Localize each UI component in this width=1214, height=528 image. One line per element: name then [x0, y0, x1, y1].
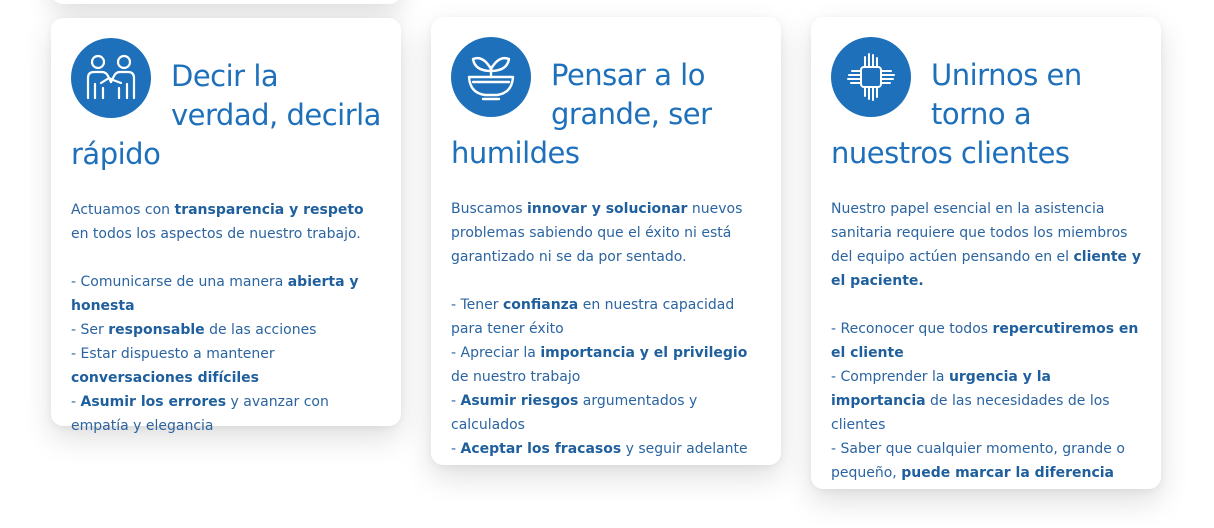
- joined-hands-icon: [831, 37, 911, 117]
- handshake-people-icon: [71, 38, 151, 118]
- value-card-customers: [811, 17, 1161, 489]
- emphasis-text: cliente y el paciente.: [831, 249, 1142, 289]
- card-title: Decir la verdad, decirla rápido: [71, 59, 381, 171]
- card-title: Unirnos en torno a nuestros clientes: [831, 58, 1082, 170]
- body-text: - Ser: [71, 322, 109, 338]
- emphasis-text: abierta y honesta: [71, 274, 359, 314]
- body-text: argumentados y calculados: [451, 393, 698, 433]
- paragraph-gap: [451, 269, 762, 293]
- body-text: - Comunicarse de una manera: [71, 274, 288, 290]
- emphasis-text: innovar y solucionar: [527, 201, 688, 217]
- body-text: y seguir adelante: [621, 441, 748, 457]
- value-card-think-big: [431, 17, 781, 465]
- value-point: [71, 342, 382, 390]
- emphasis-text: responsable: [108, 322, 205, 338]
- card-intro: [71, 198, 382, 246]
- value-point: [451, 341, 762, 389]
- body-text: de las acciones: [204, 322, 317, 338]
- body-text: - Reconocer que todos: [831, 321, 993, 337]
- body-text: en nuestra capacidad para tener éxito: [451, 297, 735, 337]
- emphasis-text: transparencia y respeto: [174, 202, 364, 218]
- card-title: Pensar a lo grande, ser humildes: [451, 58, 712, 170]
- body-text: de las necesidades de los clientes: [831, 393, 1110, 433]
- value-point: [71, 390, 382, 438]
- value-point: [831, 437, 1142, 485]
- body-text: Buscamos: [451, 201, 527, 217]
- emphasis-text: urgencia y la importancia: [831, 369, 1051, 409]
- emphasis-text: Asumir riesgos: [460, 393, 579, 409]
- emphasis-text: puede marcar la diferencia: [901, 465, 1114, 481]
- value-point: [451, 437, 762, 461]
- emphasis-text: repercutiremos en el cliente: [831, 321, 1139, 361]
- value-point: [831, 317, 1142, 365]
- body-text: -: [71, 394, 81, 410]
- body-text: de nuestro trabajo: [451, 369, 581, 385]
- body-text: nuevos problemas sabiendo que el éxito ni está garantizado ni se da por sentado.: [451, 201, 743, 265]
- emphasis-text: importancia y el privilegio: [540, 345, 748, 361]
- body-text: Nuestro papel esencial en la asistencia sanitaria requiere que todos los miembros del equipo actúen pensando en el: [831, 201, 1128, 265]
- card-intro: [451, 197, 762, 269]
- previous-card-edge: [51, 0, 401, 4]
- card-body: [71, 198, 382, 438]
- body-text: y avanzar con empatía y elegancia: [71, 394, 329, 434]
- paragraph-gap: [831, 293, 1142, 317]
- value-point: [831, 365, 1142, 437]
- body-text: Actuamos con: [71, 202, 175, 218]
- body-text: - Comprender la: [831, 369, 949, 385]
- body-text: - Tener: [451, 297, 503, 313]
- value-point: [451, 389, 762, 437]
- card-intro: [831, 197, 1142, 293]
- value-point: [451, 293, 762, 341]
- paragraph-gap: [71, 246, 382, 270]
- body-text: - Estar dispuesto a mantener: [71, 346, 275, 362]
- card-body: [831, 197, 1142, 485]
- body-text: -: [451, 393, 461, 409]
- emphasis-text: Aceptar los fracasos: [460, 441, 622, 457]
- body-text: en todos los aspectos de nuestro trabajo.: [71, 226, 361, 242]
- emphasis-text: conversaciones difíciles: [71, 370, 260, 386]
- emphasis-text: confianza: [502, 297, 579, 313]
- card-body: [451, 197, 762, 461]
- sprout-bowl-icon: [451, 37, 531, 117]
- emphasis-text: Asumir los errores: [80, 394, 227, 410]
- body-text: -: [451, 441, 461, 457]
- value-point: [71, 270, 382, 318]
- value-card-truth: [51, 18, 401, 434]
- body-text: - Saber que cualquier momento, grande o pequeño,: [831, 441, 1125, 481]
- body-text: - Apreciar la: [451, 345, 541, 361]
- value-point: [71, 318, 382, 342]
